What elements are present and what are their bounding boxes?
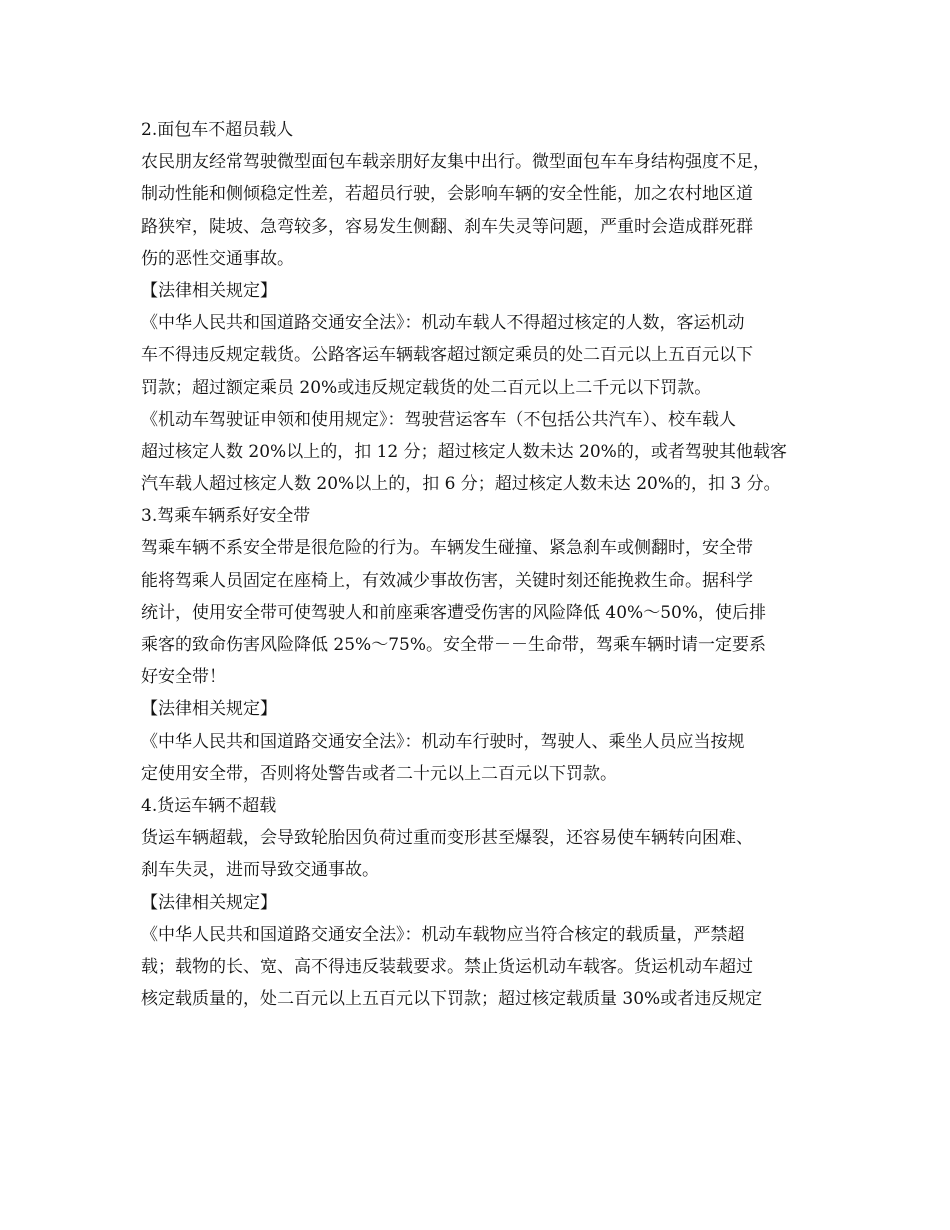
paragraph-line: 载；载物的长、宽、高不得违反装载要求。禁止货运机动车载客。货运机动车超过 <box>141 956 753 977</box>
paragraph-line: 路狭窄，陡坡、急弯较多，容易发生侧翻、刹车失灵等问题，严重时会造成群死群 <box>141 216 753 237</box>
paragraph-line: 货运车辆超载，会导致轮胎因负荷过重而变形甚至爆裂，还容易使车辆转向困难、 <box>141 828 753 849</box>
law-provisions-label: 【法律相关规定】 <box>141 280 277 301</box>
paragraph-line: 《中华人民共和国道路交通安全法》：机动车行驶时，驾驶人、乘坐人员应当按规 <box>141 731 745 752</box>
paragraph-line: 统计，使用安全带可使驾驶人和前座乘客遭受伤害的风险降低 40%～50%，使后排 <box>141 602 766 623</box>
paragraph-line: 好安全带！ <box>141 667 226 688</box>
paragraph-line: 罚款；超过额定乘员 20%或违反规定载货的处二百元以上二千元以下罚款。 <box>141 377 712 398</box>
paragraph-line: 乘客的致命伤害风险降低 25%～75%。安全带－－生命带，驾乘车辆时请一定要系 <box>141 635 766 655</box>
section-heading-seatbelt: 3.驾乘车辆系好安全带 <box>141 506 311 527</box>
paragraph-line: 超过核定人数 20%以上的，扣 12 分；超过核定人数未达 20%的，或者驾驶其他载客 <box>141 441 787 462</box>
paragraph-line: 《中华人民共和国道路交通安全法》：机动车载人不得超过核定的人数，客运机动 <box>141 313 745 334</box>
section-heading-overload: 4.货运车辆不超载 <box>141 795 277 816</box>
paragraph-line: 能将驾乘人员固定在座椅上，有效减少事故伤害，关键时刻还能挽救生命。据科学 <box>141 570 753 591</box>
paragraph-line: 汽车载人超过核定人数 20%以上的，扣 6 分；超过核定人数未达 20%的，扣 3 分。 <box>141 474 781 495</box>
paragraph-line: 伤的恶性交通事故。 <box>141 248 294 269</box>
paragraph-line: 农民朋友经常驾驶微型面包车载亲朋好友集中出行。微型面包车车身结构强度不足， <box>141 152 770 173</box>
paragraph-line: 定使用安全带，否则将处警告或者二十元以上二百元以下罚款。 <box>141 763 617 784</box>
paragraph-line: 《中华人民共和国道路交通安全法》：机动车载物应当符合核定的载质量，严禁超 <box>141 924 745 945</box>
law-provisions-label: 【法律相关规定】 <box>141 699 277 720</box>
paragraph-line: 核定载质量的，处二百元以上五百元以下罚款；超过核定载质量 30%或者违反规定 <box>141 989 763 1010</box>
paragraph-line: 车不得违反规定载货。公路客运车辆载客超过额定乘员的处二百元以上五百元以下 <box>141 345 753 366</box>
paragraph-line: 刹车失灵，进而导致交通事故。 <box>141 860 379 881</box>
paragraph-line: 制动性能和侧倾稳定性差，若超员行驶，会影响车辆的安全性能，加之农村地区道 <box>141 184 753 205</box>
paragraph-line: 驾乘车辆不系安全带是很危险的行为。车辆发生碰撞、紧急刹车或侧翻时，安全带 <box>141 538 753 559</box>
document-body <box>141 114 821 1015</box>
section-heading-minivan: 2.面包车不超员载人 <box>141 120 294 140</box>
law-provisions-label: 【法律相关规定】 <box>141 892 277 913</box>
paragraph-line: 《机动车驾驶证申领和使用规定》：驾驶营运客车（不包括公共汽车）、校车载人 <box>141 409 736 430</box>
